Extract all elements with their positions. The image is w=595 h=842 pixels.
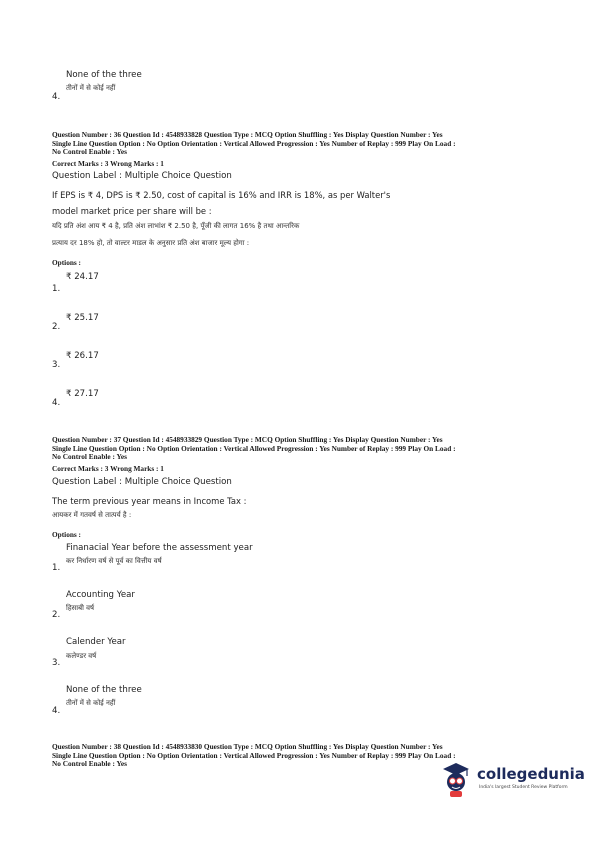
q36-option-2-number: 2. [52,322,61,332]
q36-meta-line2: Single Line Question Option : No Option Orientation : Vertical Allowed Progression : Yes Number of Replay : 999 Play On Load : [52,138,456,148]
q37-meta-line3: No Control Enable : Yes [52,452,127,462]
q36-question-hindi-line1: यदि प्रति अंश आय ₹ 4 है, प्रति अंश लाभांश ₹ 2.50 है, पूँजी की लागत 16% है तथा आन्तरिक [52,222,300,230]
q36-question-hindi-line2: प्रत्याय दर 18% हो, तो वाल्टर माडल के अनुसार प्रति अंश बाजार मूल्य होगा : [52,239,250,247]
q36-option-3-number: 3. [52,360,61,370]
logo-mascot-icon [437,760,475,800]
q36-meta-line1: Question Number : 36 Question Id : 4548933828 Question Type : MCQ Option Shuffling : Yes Display Question Number : Yes [52,130,443,139]
q37-option-4-text-hi: तीनों में से कोई नहीं [66,699,116,707]
q37-option-1-text-hi: कर निर्धारण वर्ष से पूर्व का वित्तीय वर्ष [66,557,162,565]
q36-option-4-number: 4. [52,398,61,408]
q36-question-label: Question Label : Multiple Choice Question [52,171,232,181]
q37-question-text: The term previous year means in Income Tax : [52,496,247,506]
q36-options-label: Options : [52,258,81,267]
option-number: 4. [52,92,61,102]
q38-meta-line1: Question Number : 38 Question Id : 4548933830 Question Type : MCQ Option Shuffling : Yes Display Question Number : Yes [52,742,443,751]
q36-option-1-number: 1. [52,284,61,294]
q37-meta-line1: Question Number : 37 Question Id : 4548933829 Question Type : MCQ Option Shuffling : Yes Display Question Number : Yes [52,435,443,444]
q37-option-3-text-en: Calender Year [66,637,126,647]
option-text-en: None of the three [66,70,142,80]
q36-marks: Correct Marks : 3 Wrong Marks : 1 [52,159,164,168]
logo-tagline: India's largest Student Review Platform [479,785,568,790]
q37-option-4-number: 4. [52,706,61,716]
q36-question-text-line1: If EPS is ₹ 4, DPS is ₹ 2.50, cost of capital is 16% and IRR is 18%, as per Walter's [52,190,391,200]
q37-option-4-text-en: None of the three [66,685,142,695]
q36-question-text-line2: model market price per share will be : [52,206,212,216]
q38-meta-line2: Single Line Question Option : No Option Orientation : Vertical Allowed Progression : Yes Number of Replay : 999 Play On Load : [52,750,456,760]
q37-option-1-number: 1. [52,563,61,573]
q37-option-2-text-hi: हिसाबी वर्ष [66,604,95,612]
q36-option-1-text: ₹ 24.17 [66,272,99,282]
q37-option-1-text-en: Finanacial Year before the assessment year [66,543,253,553]
q36-option-4-text: ₹ 27.17 [66,389,99,399]
option-text-hi: तीनों में से कोई नहीं [66,84,116,92]
q38-meta-line3: No Control Enable : Yes [52,759,127,769]
logo-wordmark: collegedunia [477,765,585,783]
collegedunia-logo[interactable] [437,760,585,802]
q37-option-3-text-hi: कलेण्डर वर्ष [66,652,97,660]
q37-options-label: Options : [52,530,81,539]
q36-meta-line3: No Control Enable : Yes [52,147,127,157]
q36-option-3-text: ₹ 26.17 [66,351,99,361]
q37-option-3-number: 3. [52,658,61,668]
q37-question-hindi: आयकर में गतवर्ष से तात्पर्य है : [52,511,132,519]
q36-option-2-text: ₹ 25.17 [66,313,99,323]
q37-marks: Correct Marks : 3 Wrong Marks : 1 [52,464,164,473]
q37-question-label: Question Label : Multiple Choice Question [52,477,232,487]
q37-option-2-number: 2. [52,610,61,620]
q37-meta-line2: Single Line Question Option : No Option Orientation : Vertical Allowed Progression : Yes Number of Replay : 999 Play On Load : [52,443,456,453]
q37-option-2-text-en: Accounting Year [66,590,135,600]
